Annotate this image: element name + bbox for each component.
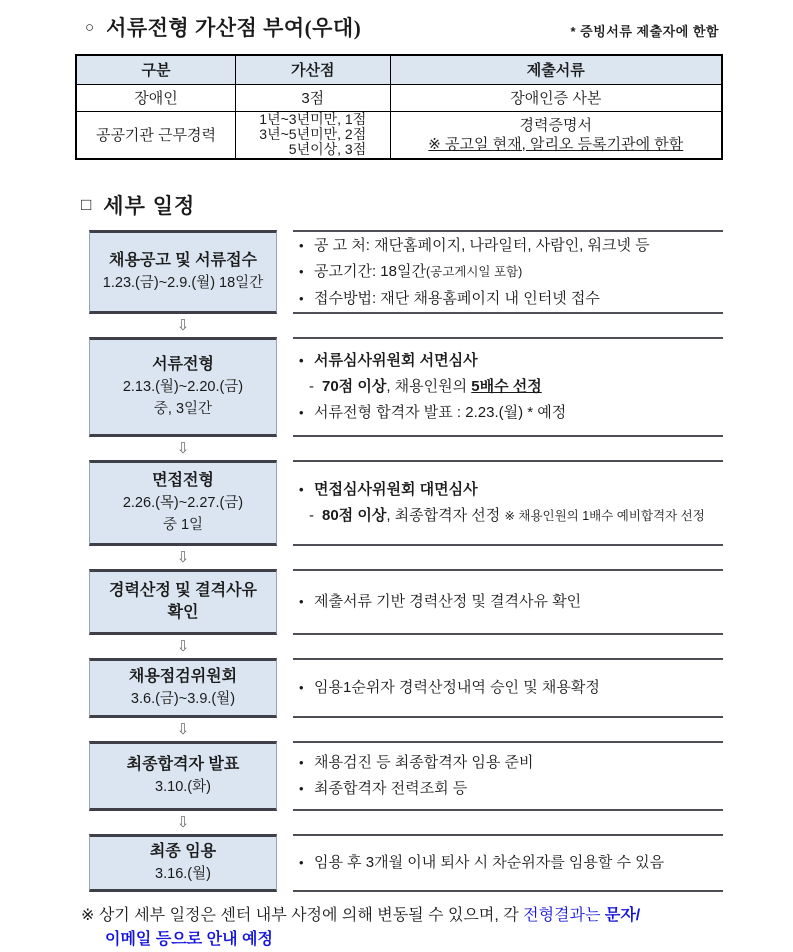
- footer-text-blue: 전형결과는: [523, 906, 605, 924]
- table-header-row: [76, 55, 722, 84]
- schedule-step-announcement: [89, 230, 723, 314]
- down-arrow-icon: ⇩: [176, 637, 190, 655]
- step-date: 2.13.(월)~2.20.(금): [122, 378, 244, 395]
- cell-category: 공공기관 근무경력: [76, 111, 236, 159]
- detail-text: 최종합격자 전력조회 등: [314, 780, 468, 797]
- step-box: [89, 230, 277, 314]
- cell-points: 3점: [236, 84, 391, 111]
- detail-text: 임용1순위자 경력산정내역 승인 및 채용확정: [314, 679, 600, 696]
- flow-arrow-row: [89, 811, 277, 834]
- step-box: [89, 658, 277, 718]
- bullet-icon: •: [299, 594, 304, 609]
- down-arrow-icon: ⇩: [176, 439, 190, 457]
- flow-arrow-row: [89, 314, 277, 337]
- step-date: 3.6.(금)~3.9.(월): [130, 690, 236, 707]
- detail-text: 면접심사위원회 대면심사: [314, 480, 478, 498]
- detail-text: 채용검진 등 최종합격자 임용 준비: [314, 754, 534, 771]
- step-details: [293, 658, 723, 718]
- flow-arrow-row: [89, 635, 277, 658]
- points-line: 1년~3년미만, 1점: [259, 110, 367, 127]
- bullet-icon: •: [299, 781, 304, 796]
- bonus-note: * 증빙서류 제출자에 한함: [570, 24, 719, 39]
- bullet-icon: •: [299, 680, 304, 695]
- schedule-section-title: 세부 일정: [103, 194, 196, 218]
- step-date: 중 1일: [162, 516, 204, 533]
- footer-text-blue-bold: 이메일 등으로 안내 예정: [105, 930, 273, 948]
- footer-line: [81, 928, 723, 952]
- step-details: [293, 460, 723, 546]
- detail-line: [295, 779, 721, 798]
- step-box: [89, 569, 277, 635]
- step-box: [89, 834, 277, 892]
- bullet-icon: •: [299, 755, 304, 770]
- schedule-step-final-announcement: [89, 741, 723, 811]
- detail-line: [295, 753, 721, 772]
- documents-note: ※ 공고일 현재, 알리오 등록기관에 한함: [428, 135, 684, 153]
- step-details: [293, 741, 723, 811]
- flow-arrow-row: [89, 546, 277, 569]
- section-header-schedule: [81, 190, 723, 220]
- detail-text-small: ※ 채용인원의 1배수 예비합격자 선정: [504, 508, 705, 523]
- down-arrow-icon: ⇩: [176, 720, 190, 738]
- step-box: [89, 741, 277, 811]
- down-arrow-icon: ⇩: [176, 316, 190, 334]
- footer-text-blue-bold: 문자/: [604, 906, 641, 924]
- schedule-step-review-committee: [89, 658, 723, 718]
- detail-line: [295, 480, 721, 499]
- documents-line: 경력증명서: [519, 116, 592, 134]
- cell-category: 장애인: [76, 84, 236, 111]
- step-title: 경력산정 및 결격사유: [109, 581, 257, 599]
- detail-line: [295, 236, 721, 255]
- step-details: [293, 337, 723, 437]
- detail-line: [295, 289, 721, 308]
- step-title: 채용점검위원회: [128, 667, 238, 685]
- schedule-step-final-appointment: [89, 834, 723, 892]
- step-details: [293, 569, 723, 635]
- cell-documents: 장애인증 사본: [390, 84, 722, 111]
- down-arrow-icon: ⇩: [176, 548, 190, 566]
- schedule-flow: [89, 230, 723, 892]
- detail-text: 70점 이상: [322, 378, 387, 395]
- step-date: 3.16.(월): [155, 865, 211, 882]
- step-box: [89, 460, 277, 546]
- detail-text: 임용 후 3개월 이내 퇴사 시 차순위자를 임용할 수 있음: [314, 854, 665, 871]
- bonus-title-wrap: [85, 12, 361, 42]
- footer-text: ※ 상기 세부 일정은 센터 내부 사정에 의해 변동될 수 있으며, 각: [81, 906, 524, 924]
- detail-line: [295, 351, 721, 370]
- detail-text: 서류심사위원회 서면심사: [314, 352, 478, 369]
- footer-note: [75, 904, 723, 952]
- bullet-icon: •: [299, 237, 304, 253]
- bullet-icon: •: [299, 855, 304, 870]
- step-title: 최종합격자 발표: [126, 755, 240, 773]
- col-header-points: 가산점: [236, 55, 391, 84]
- table-row: [76, 84, 722, 111]
- section-header-bonus: [75, 12, 723, 42]
- step-title: 면접전형: [152, 471, 214, 489]
- bullet-icon: •: [299, 353, 304, 368]
- detail-line: [295, 262, 721, 282]
- step-box: [89, 337, 277, 437]
- bullet-icon: •: [299, 481, 304, 497]
- detail-line: [295, 506, 721, 526]
- step-title: 확인: [167, 603, 199, 621]
- step-details: [293, 230, 723, 314]
- flow-arrow-row: [89, 718, 277, 741]
- detail-text: 80점 이상: [322, 506, 387, 524]
- schedule-step-career-check: [89, 569, 723, 635]
- detail-text: 제출서류 기반 경력산정 및 결격사유 확인: [314, 593, 582, 610]
- detail-line: [295, 403, 721, 422]
- cell-points: [236, 111, 391, 159]
- step-date: 2.26.(목)~2.27.(금): [122, 494, 244, 511]
- dash-icon: -: [309, 506, 314, 524]
- flow-arrow-row: [89, 437, 277, 460]
- detail-text: , 최종합격자 선정: [386, 506, 505, 524]
- down-arrow-icon: ⇩: [176, 813, 190, 831]
- detail-line: [295, 377, 721, 396]
- col-header-category: 구분: [76, 55, 236, 84]
- detail-line: [295, 853, 721, 872]
- schedule-step-document-screening: [89, 337, 723, 437]
- detail-text: 공 고 처: 재단홈페이지, 나라일터, 사람인, 워크넷 등: [314, 236, 650, 254]
- bonus-section-title: 서류전형 가산점 부여(우대): [106, 16, 362, 40]
- detail-text: 접수방법: 재단 채용홈페이지 내 인터넷 접수: [314, 289, 600, 307]
- col-header-documents: 제출서류: [390, 55, 722, 84]
- step-date: 중, 3일간: [153, 400, 213, 417]
- table-row: [76, 111, 722, 159]
- bullet-icon: •: [299, 290, 304, 306]
- detail-line: [295, 592, 721, 611]
- square-bullet-icon: □: [81, 194, 92, 214]
- detail-text-small: (공고게시일 포함): [425, 264, 523, 279]
- step-title: 채용공고 및 서류접수: [109, 251, 257, 269]
- detail-text: 서류전형 합격자 발표 : 2.23.(월) * 예정: [314, 404, 567, 421]
- step-details: [293, 834, 723, 892]
- footer-line: [81, 904, 723, 928]
- detail-text-underlined: 5배수 선정: [471, 378, 542, 395]
- detail-line: [295, 678, 721, 697]
- bonus-table: [75, 54, 723, 160]
- points-line: 5년이상, 3점: [288, 140, 367, 157]
- step-date: 1.23.(금)~2.9.(월) 18일간: [102, 274, 264, 291]
- detail-text: , 채용인원의: [386, 378, 472, 395]
- cell-documents: [390, 111, 722, 159]
- points-lines: [259, 112, 366, 157]
- circle-bullet-icon: ○: [85, 18, 95, 36]
- step-title: 최종 임용: [149, 842, 217, 860]
- step-title: 서류전형: [152, 355, 214, 373]
- dash-icon: -: [309, 378, 314, 395]
- bullet-icon: •: [299, 263, 304, 279]
- detail-text: 공고기간: 18일간: [314, 262, 426, 280]
- schedule-step-interview: [89, 460, 723, 546]
- points-line: 3년~5년미만, 2점: [259, 125, 367, 142]
- step-date: 3.10.(화): [155, 778, 211, 795]
- bullet-icon: •: [299, 405, 304, 420]
